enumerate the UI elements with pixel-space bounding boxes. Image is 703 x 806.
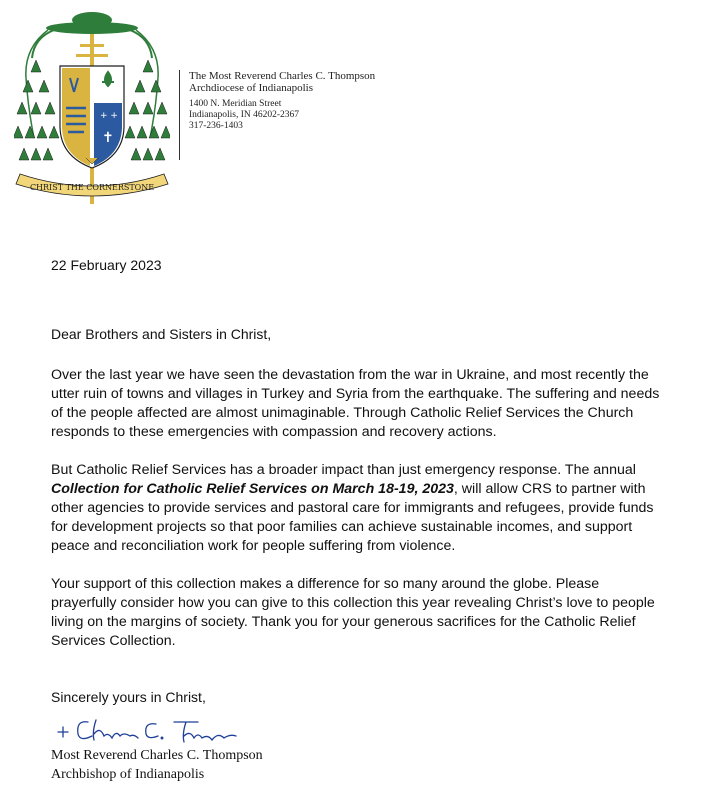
letterhead-name: The Most Reverend Charles C. Thompson bbox=[189, 70, 376, 82]
coat-of-arms-logo bbox=[14, 8, 170, 208]
closing: Sincerely yours in Christ, bbox=[51, 689, 206, 705]
paragraph-2 bbox=[51, 461, 661, 556]
paragraph-3: Your support of this collection makes a difference for so many around the globe. Please prayerfully consider how you can give to this collection this year revealing Christ’s love to people living on the margins of society. Thank you for your generous sacrifices for the Catholic Relief Services Collection. bbox=[51, 576, 655, 649]
signer-name: Most Reverend Charles C. Thompson bbox=[51, 748, 263, 763]
paragraph-2-intro: But Catholic Relief Services has a broader impact than just emergency response. The annual bbox=[51, 462, 636, 478]
letterhead-phone: 317-236-1403 bbox=[189, 121, 243, 131]
handwritten-signature bbox=[52, 712, 242, 748]
letterhead-address-street: 1400 N. Meridian Street bbox=[189, 99, 282, 109]
salutation: Dear Brothers and Sisters in Christ, bbox=[51, 326, 272, 342]
svg-text:+ +: + + bbox=[100, 111, 118, 121]
letter-date: 22 February 2023 bbox=[51, 257, 162, 273]
signer-title: Archbishop of Indianapolis bbox=[51, 767, 205, 782]
paragraph-1: Over the last year we have seen the devastation from the war in Ukraine, and most recently the utter ruin of towns and villages in Turkey and Syria from the earthquake. The suffering and needs of the people affected are almost unimaginable. Through Catholic Relief Services the Church responds to these emergencies with compassion and recovery actions. bbox=[51, 367, 660, 440]
svg-text:✝: ✝ bbox=[102, 130, 114, 146]
paragraph-2-rest: , will allow CRS to partner with other agencies to provide services and pastoral care for immigrants and refugees, provide funds for development projects so that poor families can achieve sustainable incomes, and support peace and reconciliation work for people suffering from violence. bbox=[51, 481, 654, 554]
motto-text: CHRIST THE CORNERSTONE bbox=[29, 183, 155, 192]
letterhead-diocese: Archdiocese of Indianapolis bbox=[189, 82, 314, 94]
collection-date-emphasis: Collection for Catholic Relief Services on March 18-19, 2023 bbox=[51, 481, 454, 497]
letterhead bbox=[179, 70, 375, 160]
letterhead-address-city: Indianapolis, IN 46202-2367 bbox=[189, 110, 300, 120]
